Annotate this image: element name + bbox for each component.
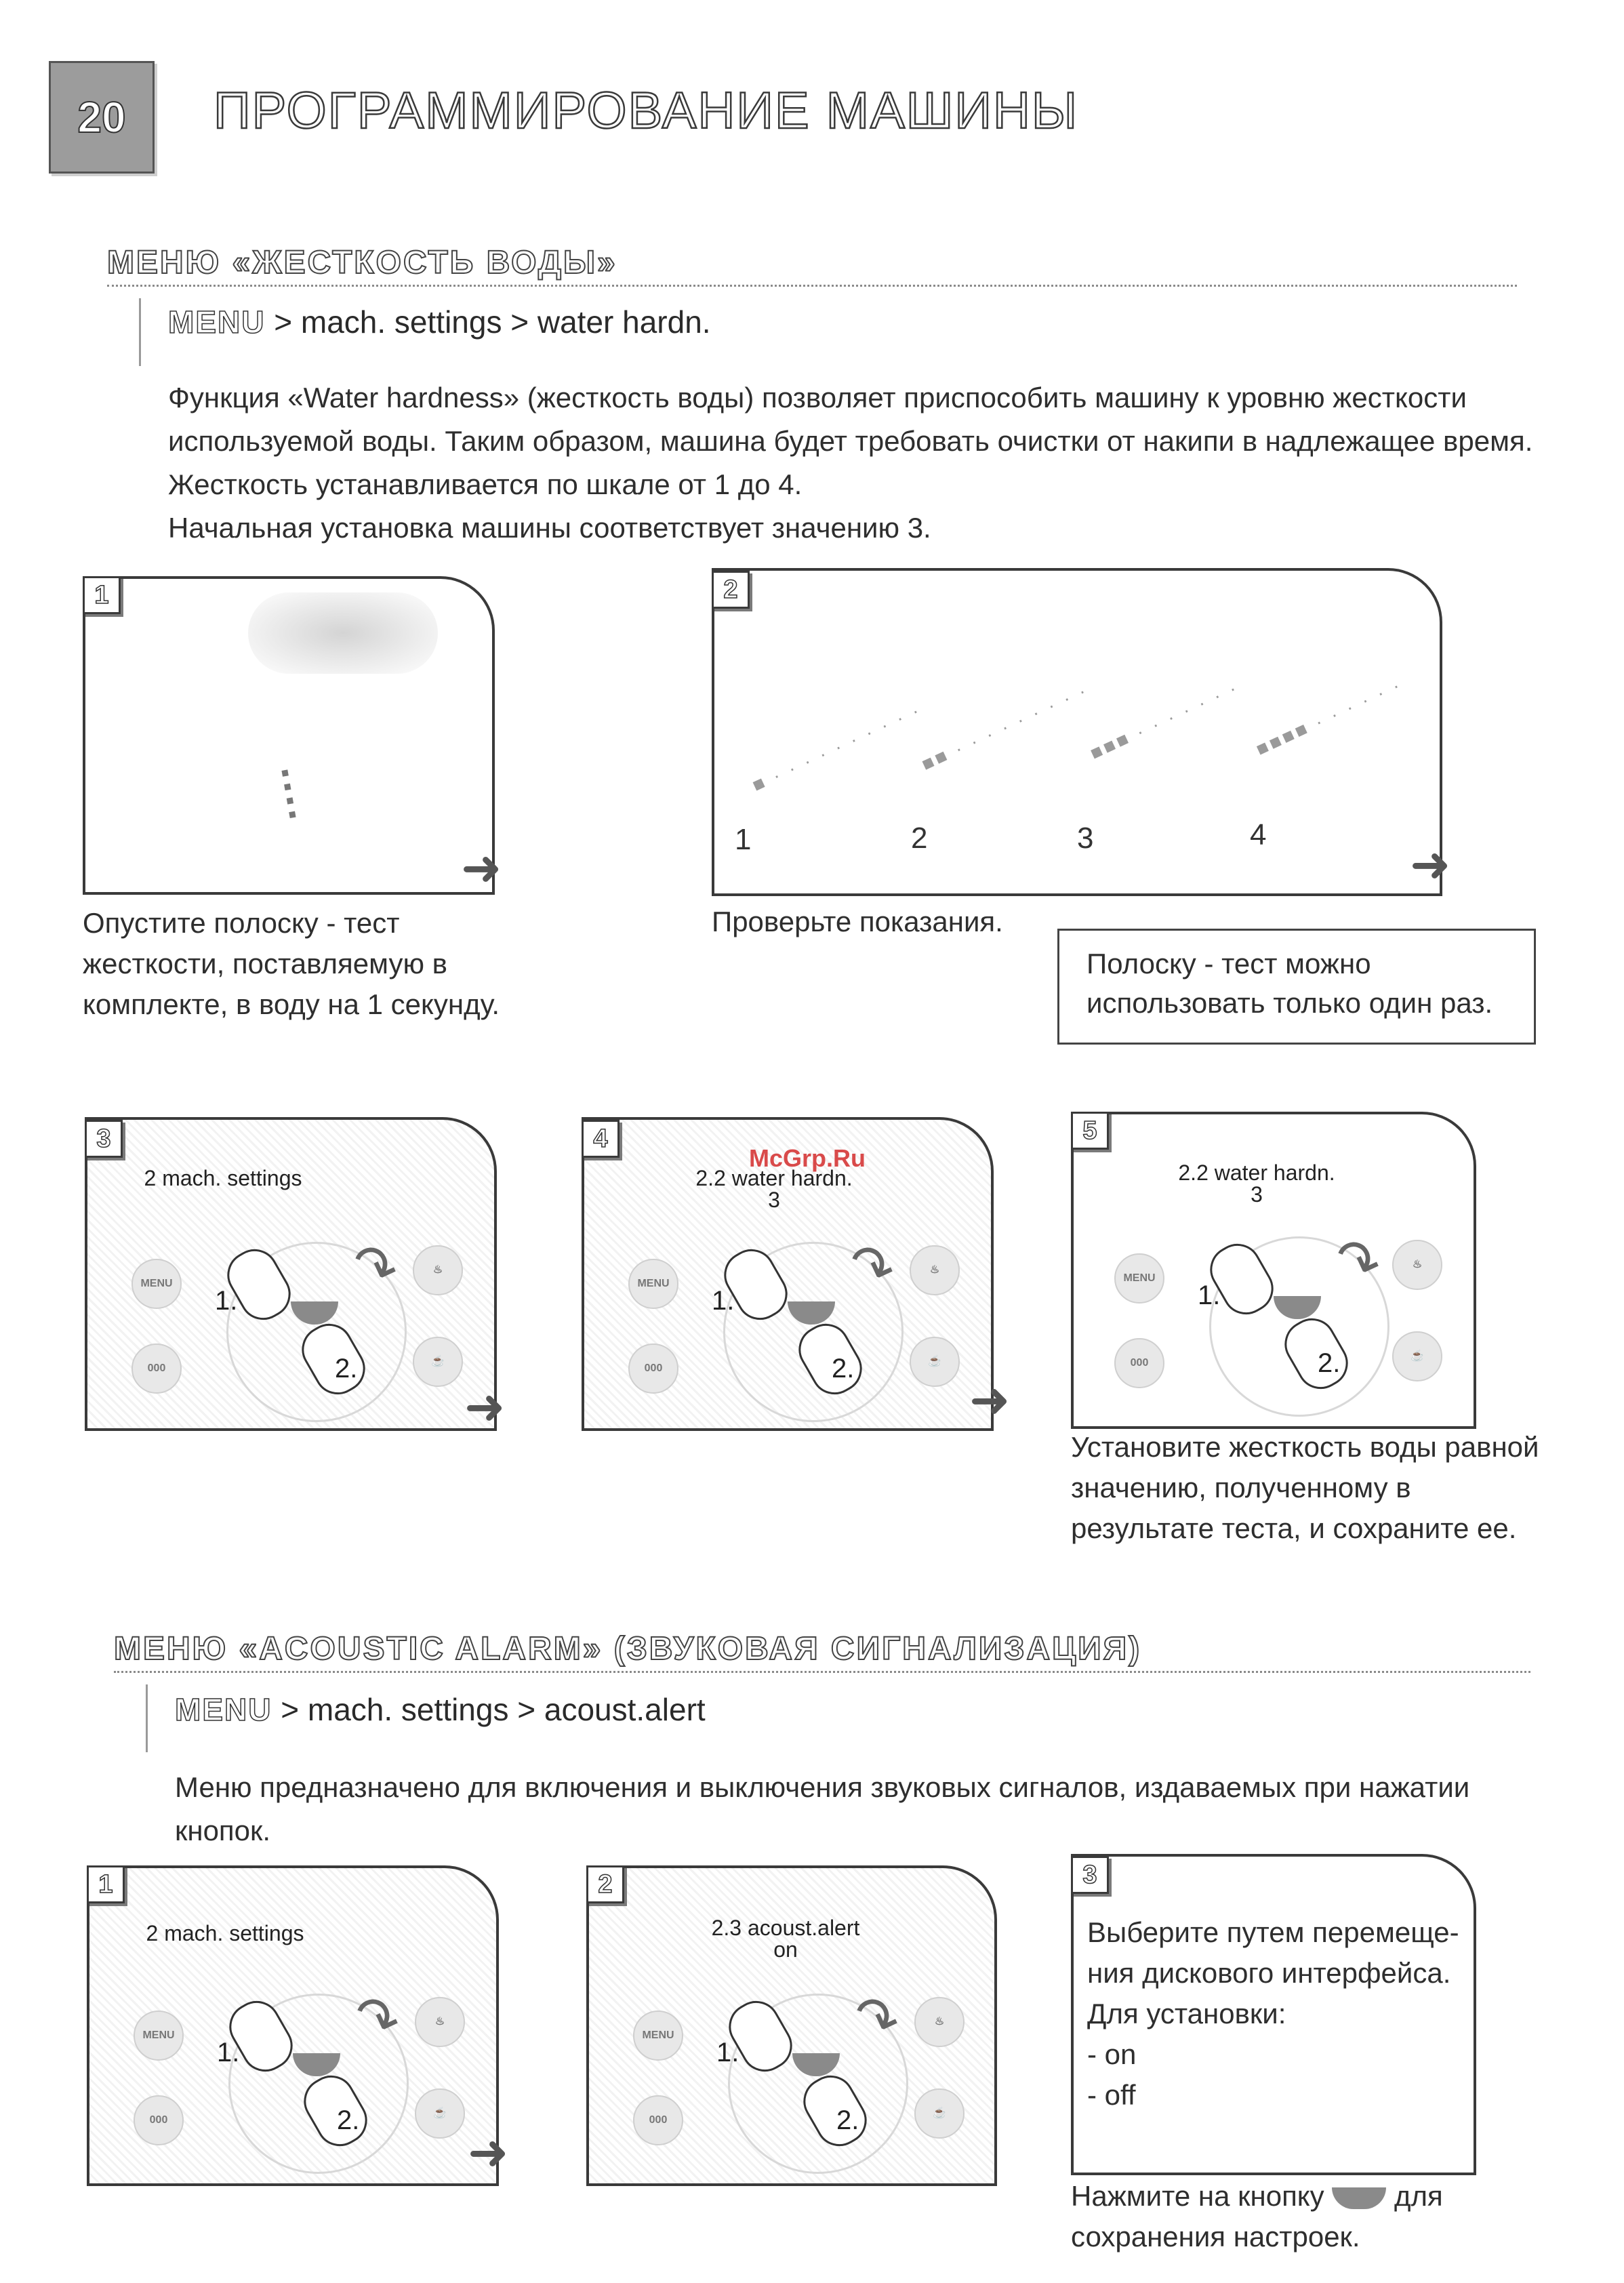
steam-button[interactable]: ♨ bbox=[910, 1245, 960, 1295]
strip-reading-1: ■ · · · · · · · · · · bbox=[748, 699, 925, 796]
menu-button[interactable]: MENU bbox=[628, 1259, 678, 1309]
save-note: Нажмите на кнопку для сохранения настроек. bbox=[1071, 2180, 1443, 2252]
level-1: 1 bbox=[735, 823, 752, 856]
dots-button[interactable]: 000 bbox=[134, 2095, 184, 2145]
s1-step2-caption: Проверьте показания. bbox=[712, 906, 1003, 937]
s2-step1-number: 1 bbox=[87, 1865, 125, 1903]
next-arrow-icon: ➜ bbox=[1410, 838, 1451, 892]
rotate-arrow-icon: ↷ bbox=[844, 1982, 908, 2055]
dots-button[interactable]: 000 bbox=[131, 1343, 182, 1394]
s1-step1-number: 1 bbox=[83, 576, 121, 614]
steam-button[interactable]: ♨ bbox=[415, 1997, 465, 2047]
cup-button[interactable]: ☕ bbox=[415, 2088, 465, 2139]
menu-button[interactable]: MENU bbox=[134, 2011, 184, 2061]
cup-button[interactable]: ☕ bbox=[413, 1337, 463, 1387]
section2-menu-path: MENU > mach. settings > acoust.alert bbox=[175, 1692, 706, 1727]
s1-step5-panel bbox=[1071, 1112, 1476, 1429]
cup-button[interactable]: ☕ bbox=[1392, 1331, 1442, 1381]
next-arrow-icon: ➜ bbox=[468, 2126, 509, 2180]
s1-step1-caption: Опустите полоску - тест жесткости, поставляемую в комплекте, в воду на 1 секунду. bbox=[83, 907, 500, 1020]
strip-reading-3: ■■■ · · · · · · · bbox=[1087, 676, 1242, 764]
steam-button[interactable]: ♨ bbox=[1392, 1240, 1442, 1290]
page-number: 20 bbox=[49, 61, 155, 174]
display-text: 2.2 water hardn. 3 bbox=[695, 1166, 853, 1212]
cup-button[interactable]: ☕ bbox=[914, 2088, 965, 2139]
section1-path-bar bbox=[139, 298, 141, 366]
dots-button[interactable]: 000 bbox=[628, 1343, 678, 1394]
s2-step3-number: 3 bbox=[1071, 1856, 1109, 1894]
menu-button[interactable]: MENU bbox=[633, 2011, 683, 2061]
s1-step4-number: 4 bbox=[582, 1120, 620, 1158]
steam-button[interactable]: ♨ bbox=[413, 1245, 463, 1295]
s1-step5-number: 5 bbox=[1071, 1112, 1109, 1150]
step-label-1: 1. bbox=[1198, 1280, 1221, 1310]
strip-reading-4: ■■■■ · · · · · · bbox=[1253, 673, 1406, 761]
rotate-arrow-icon: ↷ bbox=[344, 1982, 409, 2055]
section1-divider bbox=[107, 285, 1517, 287]
step-label-1: 1. bbox=[712, 1286, 735, 1316]
s2-step1-panel bbox=[87, 1865, 499, 2186]
s2-step2-panel bbox=[586, 1865, 997, 2186]
step-label-2: 2. bbox=[1318, 1348, 1341, 1378]
display-text: 2.3 acoust.alert on bbox=[711, 1916, 860, 1962]
s1-step2-number: 2 bbox=[712, 571, 750, 609]
section1-paragraph: Функция «Water hardness» (жесткость воды) позволяет приспособить машину к уровню жесткости используемой воды. Таким образом, машина будет требовать очистки от накипи в надлежащее время. Жесткость устанавливается по шкале от 1 до 4. Начальная установка машины соответствует значению 3. bbox=[168, 382, 1533, 544]
s2-step2-number: 2 bbox=[586, 1865, 624, 1903]
section2-divider bbox=[114, 1671, 1530, 1673]
steam-button[interactable]: ♨ bbox=[914, 1997, 965, 2047]
step-label-2: 2. bbox=[337, 2105, 360, 2135]
step-label-2: 2. bbox=[335, 1354, 358, 1383]
hand-illustration bbox=[248, 592, 438, 674]
next-arrow-icon: ➜ bbox=[969, 1373, 1011, 1428]
dots-button[interactable]: 000 bbox=[1114, 1338, 1164, 1388]
menu-button[interactable]: MENU bbox=[131, 1259, 182, 1309]
s2-step3-text: Выберите путем перемеще- ния дискового интерфейса. Для установки: - on - off bbox=[1087, 1916, 1459, 2111]
s1-step5-caption: Установите жесткость воды равной значению, полученному в результате теста, и сохраните ее. bbox=[1071, 1431, 1539, 1544]
next-arrow-icon: ➜ bbox=[461, 841, 502, 895]
step-label-2: 2. bbox=[832, 1354, 855, 1383]
step-label-1: 1. bbox=[215, 1286, 238, 1316]
menu-button[interactable]: MENU bbox=[1114, 1253, 1164, 1304]
next-arrow-icon: ➜ bbox=[464, 1380, 506, 1434]
level-3: 3 bbox=[1077, 822, 1094, 855]
section1-menu-path: MENU > mach. settings > water hardn. bbox=[168, 304, 711, 340]
rotate-arrow-icon: ↷ bbox=[342, 1230, 407, 1303]
section1-title: МЕНЮ «ЖЕСТКОСТЬ ВОДЫ» bbox=[107, 245, 617, 281]
s1-step3-number: 3 bbox=[85, 1120, 123, 1158]
cup-button[interactable]: ☕ bbox=[910, 1337, 960, 1387]
strip-single-use-note: Полоску - тест можно использовать только один раз. bbox=[1057, 929, 1536, 1045]
s1-step2-panel bbox=[712, 568, 1442, 896]
s1-step1-panel bbox=[83, 576, 495, 895]
step-label-2: 2. bbox=[836, 2105, 859, 2135]
test-strip: ▪▪▪▪ bbox=[271, 766, 309, 827]
display-text: 2 mach. settings bbox=[144, 1166, 302, 1190]
rotate-arrow-icon: ↷ bbox=[839, 1230, 904, 1303]
section2-paragraph: Меню предназначено для включения и выключения звуковых сигналов, издаваемых при нажатии кнопок. bbox=[175, 1771, 1470, 1846]
page-title: ПРОГРАММИРОВАНИЕ МАШИНЫ bbox=[214, 82, 1079, 140]
step-label-1: 1. bbox=[217, 2038, 240, 2067]
s1-step3-panel bbox=[85, 1117, 497, 1431]
level-2: 2 bbox=[911, 822, 928, 855]
strip-reading-2: ■■ · · · · · · · · · bbox=[918, 679, 1092, 775]
s2-step3-panel bbox=[1071, 1854, 1476, 2175]
cup-icon bbox=[1332, 2187, 1386, 2209]
display-text: 2.2 water hardn. 3 bbox=[1178, 1160, 1335, 1207]
step-label-1: 1. bbox=[716, 2038, 739, 2067]
level-4: 4 bbox=[1250, 818, 1267, 851]
section2-path-bar bbox=[146, 1684, 148, 1752]
rotate-arrow-icon: ↷ bbox=[1325, 1225, 1389, 1297]
section2-title: МЕНЮ «ACOUSTIC ALARM» (ЗВУКОВАЯ СИГНАЛИЗАЦИЯ) bbox=[114, 1631, 1142, 1667]
dots-button[interactable]: 000 bbox=[633, 2095, 683, 2145]
watermark: McGrp.Ru bbox=[749, 1144, 866, 1172]
display-text: 2 mach. settings bbox=[146, 1921, 304, 1945]
